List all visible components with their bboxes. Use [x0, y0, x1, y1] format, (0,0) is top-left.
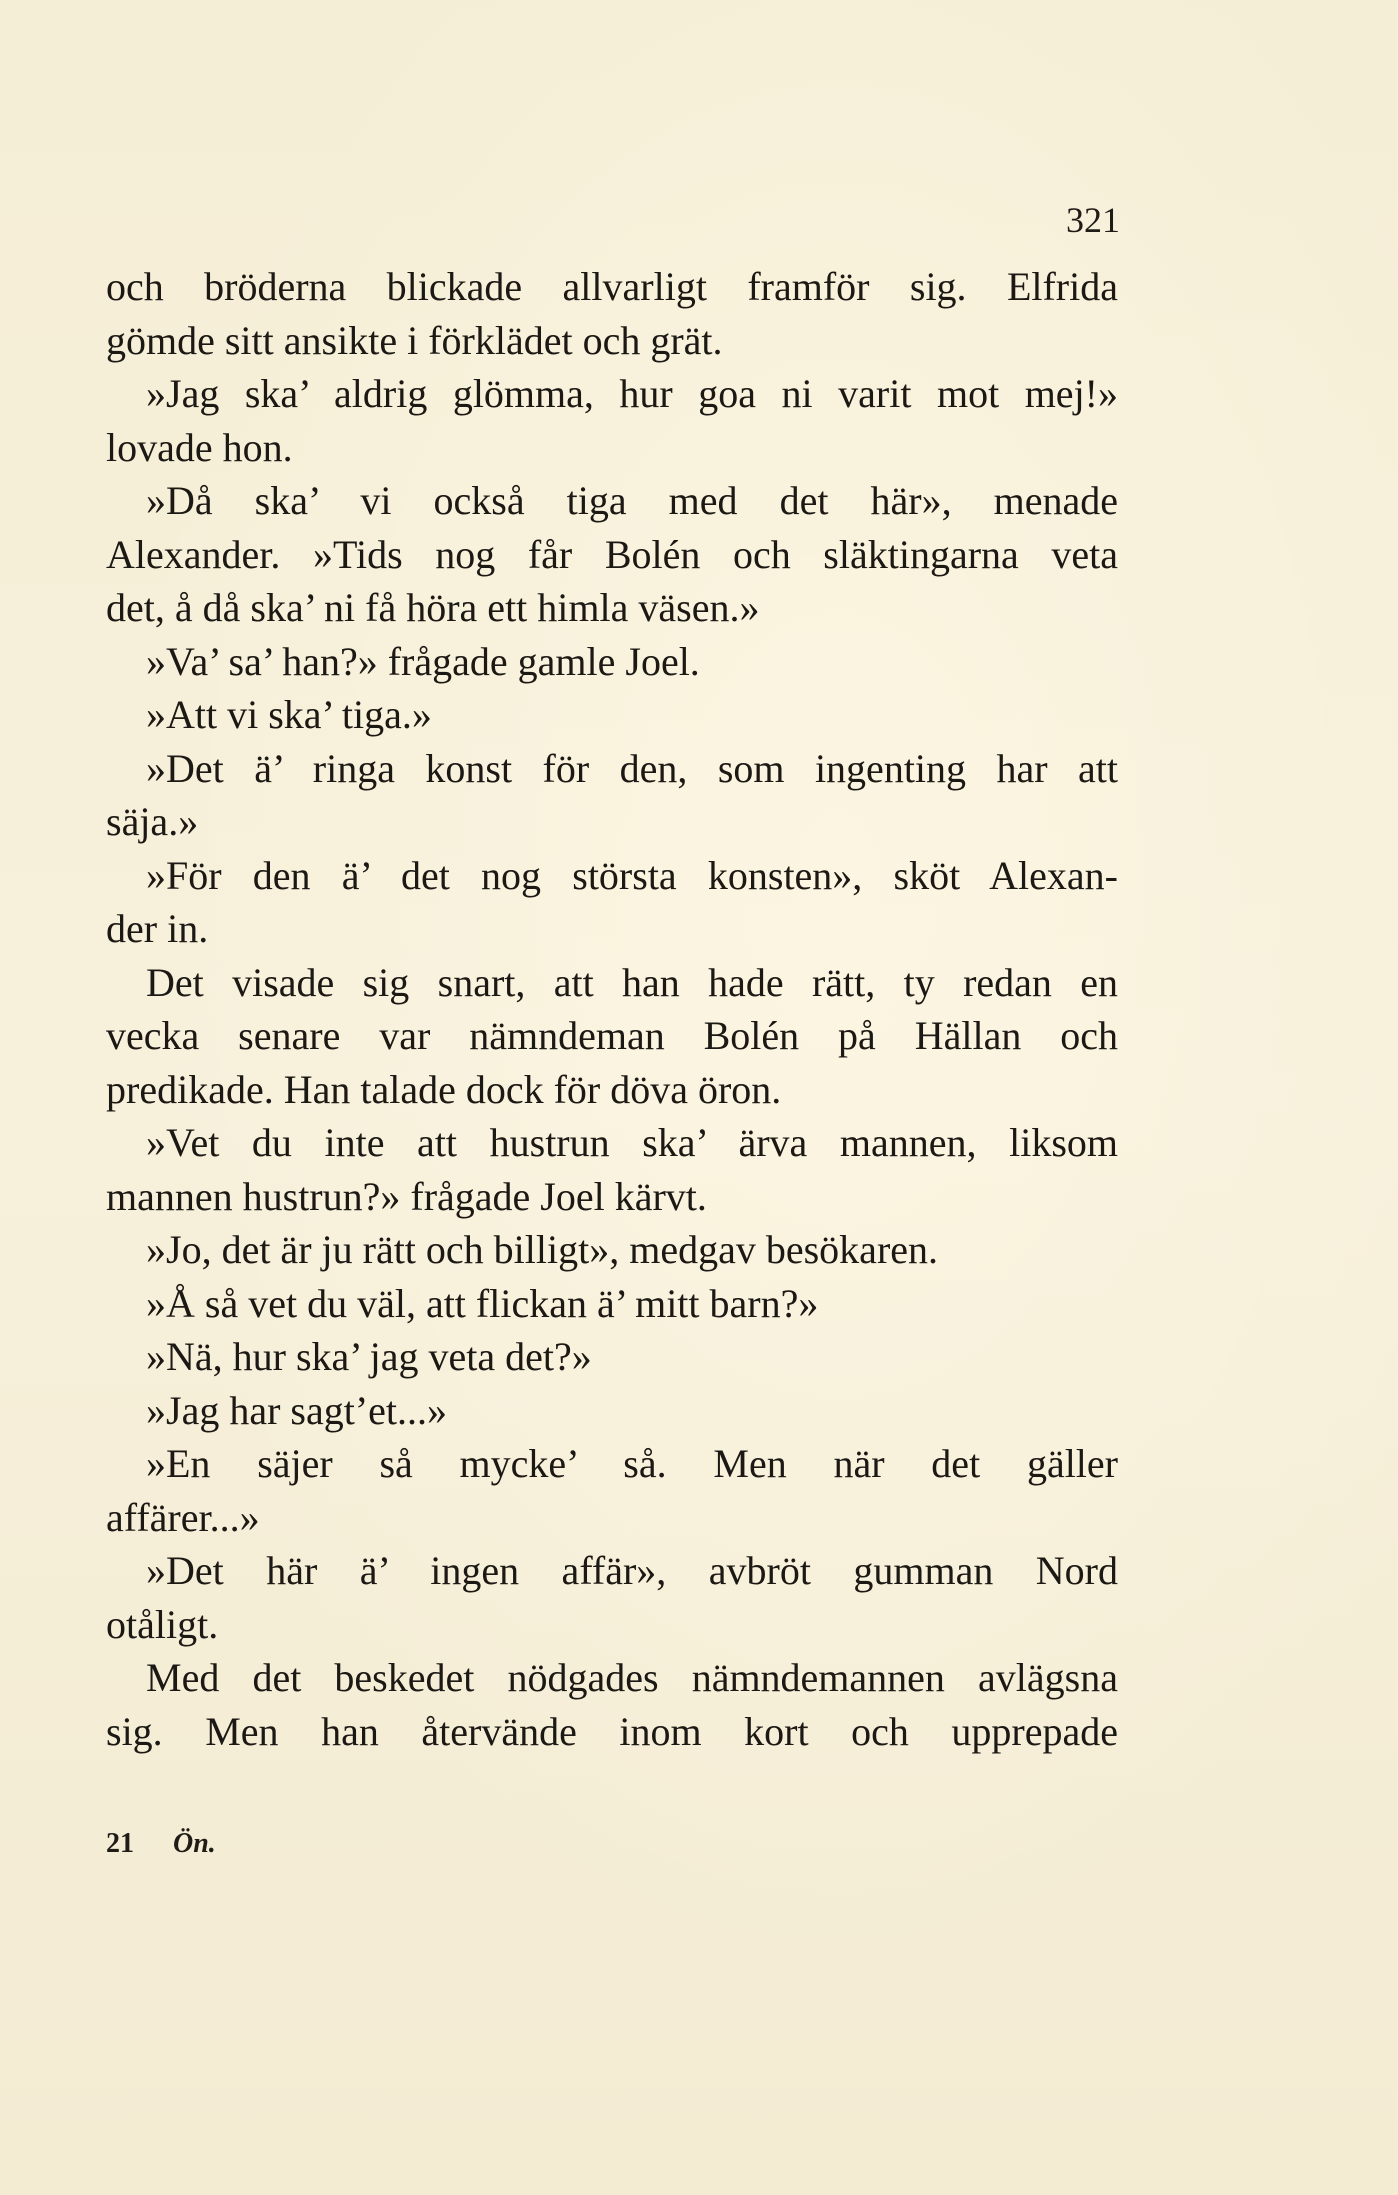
text-line: »Det här ä’ ingen affär», avbröt gumman Nord	[146, 1548, 1118, 1593]
text-line: affärer...»	[106, 1494, 260, 1540]
text-line: det, å då ska’ ni få höra ett himla väsen.»	[106, 585, 760, 630]
text-line: otåligt.	[106, 1601, 219, 1647]
body-text	[106, 260, 1118, 1758]
text-line: »Jag har sagt’et...»	[146, 1387, 448, 1433]
text-line: och bröderna blickade allvarligt framför sig. Elfrida	[106, 264, 1118, 309]
text-line: »En säjer så mycke’ så. Men när det gäller	[146, 1441, 1118, 1486]
text-line: »Nä, hur ska’ jag veta det?»	[146, 1334, 592, 1379]
text-line: der in.	[106, 906, 209, 951]
text-line: Med det beskedet nödgades nämndemannen avlägsna	[146, 1655, 1118, 1700]
text-line: »Jag ska’ aldrig glömma, hur goa ni varit mot mej!»	[146, 371, 1118, 416]
text-line: »Att vi ska’ tiga.»	[146, 692, 432, 737]
signature-number: 21	[106, 1828, 134, 1859]
text-line: gömde sitt ansikte i förklädet och grät.	[106, 317, 723, 363]
text-line: sig. Men han återvände inom kort och upprepade	[106, 1708, 1118, 1754]
text-line: »Å så vet du väl, att flickan ä’ mitt barn?»	[146, 1280, 819, 1326]
text-line: »Då ska’ vi också tiga med det här», menade	[146, 478, 1118, 523]
signature-title: Ön.	[173, 1828, 216, 1859]
text-line: »För den ä’ det nog största konsten», sköt Alexan-	[146, 852, 1118, 898]
text-line: »Jo, det är ju rätt och billigt», medgav besökaren.	[146, 1227, 939, 1272]
text-line: predikade. Han talade dock för döva öron.	[106, 1066, 782, 1112]
printer-signature	[106, 1828, 216, 1860]
text-line: lovade hon.	[106, 424, 293, 470]
text-line: »Va’ sa’ han?» frågade gamle Joel.	[146, 638, 700, 684]
page-number: 321	[1066, 200, 1120, 240]
text-line: Det visade sig snart, att han hade rätt, ty redan en	[146, 959, 1118, 1005]
text-line: säja.»	[106, 799, 199, 844]
text-line: vecka senare var nämndeman Bolén på Hällan och	[106, 1013, 1118, 1058]
text-line: mannen hustrun?» frågade Joel kärvt.	[106, 1173, 707, 1219]
text-line: »Det ä’ ringa konst för den, som ingenting har att	[146, 745, 1118, 791]
text-line: Alexander. »Tids nog får Bolén och släktingarna veta	[106, 531, 1118, 577]
text-line: »Vet du inte att hustrun ska’ ärva mannen, liksom	[146, 1120, 1118, 1165]
